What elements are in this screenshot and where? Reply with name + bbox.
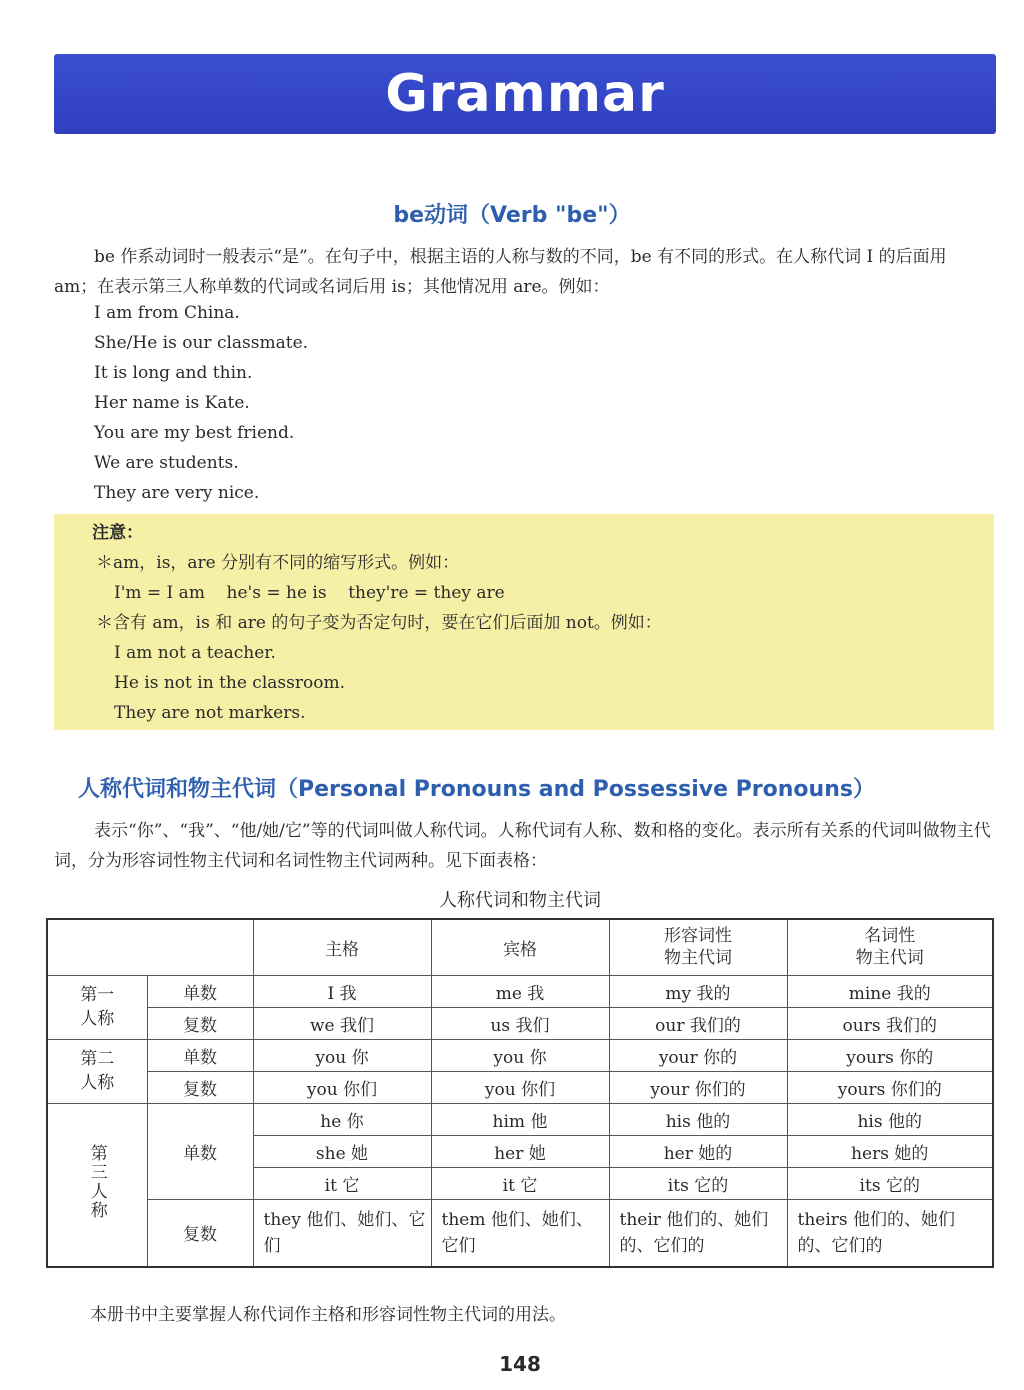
table-header-row (47, 919, 993, 975)
table-cell: her 她的 (609, 1135, 787, 1167)
example-sentence: They are very nice. (94, 483, 260, 503)
number-label: 单数 (147, 1103, 253, 1199)
header-subject: 主格 (253, 919, 431, 975)
example-sentence: I am from China. (94, 303, 240, 323)
table-cell: she 她 (253, 1135, 431, 1167)
table-row (47, 1071, 993, 1103)
table-row (47, 1039, 993, 1071)
table-cell: it 它 (431, 1167, 609, 1199)
table-cell: theirs 他们的、她们的、它们的 (787, 1199, 993, 1267)
table-cell: hers 她的 (787, 1135, 993, 1167)
note-title: 注意： (92, 523, 143, 543)
table-cell: ours 我们的 (787, 1007, 993, 1039)
table-cell: yours 你们的 (787, 1071, 993, 1103)
table-cell: its 它的 (787, 1167, 993, 1199)
negative-example: He is not in the classroom. (114, 673, 345, 693)
number-label: 单数 (147, 1039, 253, 1071)
number-label: 复数 (147, 1071, 253, 1103)
example-sentence: It is long and thin. (94, 363, 253, 383)
header-blank (47, 919, 253, 975)
third-person-label: 第三人称 (86, 1144, 107, 1221)
table-cell: him 他 (431, 1103, 609, 1135)
table-cell: his 他的 (787, 1103, 993, 1135)
page-title: Grammar (385, 64, 665, 124)
example-sentence: Her name is Kate. (94, 393, 250, 413)
pronoun-intro: 表示“你”、“我”、“他/她/它”等的代词叫做人称代词。人称代词有人称、数和格的变化。表示所有关系的代词叫做物主代词，分为形容词性物主代词和名词性物主代词两种。见下面表格： (54, 821, 991, 871)
table-cell: you 你们 (253, 1071, 431, 1103)
table-cell: his 他的 (609, 1103, 787, 1135)
example-sentence: She/He is our classmate. (94, 333, 309, 353)
footer-note: 本册书中主要掌握人称代词作主格和形容词性物主代词的用法。 (90, 1305, 566, 1325)
table-row (47, 1199, 993, 1267)
table-cell: my 我的 (609, 975, 787, 1007)
second-person-label: 第二 人称 (47, 1039, 147, 1103)
example-sentence: You are my best friend. (94, 423, 295, 443)
table-cell: you 你们 (431, 1071, 609, 1103)
table-cell: yours 你的 (787, 1039, 993, 1071)
table-cell: me 我 (431, 975, 609, 1007)
table-cell: her 她 (431, 1135, 609, 1167)
contraction-examples: I'm = I am he's = he is they're = they are (114, 583, 505, 603)
number-label: 复数 (147, 1199, 253, 1267)
header-adj-possessive: 形容词性 物主代词 (609, 919, 787, 975)
negative-example: I am not a teacher. (114, 643, 276, 663)
be-verb-intro: be 作系动词时一般表示“是”。在句子中，根据主语的人称与数的不同，be 有不同的形式。在人称代词 I 的后面用 am；在表示第三人称单数的代词或名词后用 is；其他情况用 are。例如： (54, 247, 947, 297)
table-cell: mine 我的 (787, 975, 993, 1007)
table-row (47, 1007, 993, 1039)
number-label: 单数 (147, 975, 253, 1007)
example-sentence: We are students. (94, 453, 239, 473)
first-person-label: 第一 人称 (47, 975, 147, 1039)
be-verb-heading: be动词（Verb "be"） (393, 203, 631, 228)
pronoun-table (46, 918, 994, 1268)
table-cell: I 我 (253, 975, 431, 1007)
number-label: 复数 (147, 1007, 253, 1039)
pronoun-heading: 人称代词和物主代词（Personal Pronouns and Possessive Pronouns） (78, 777, 875, 802)
third-person-label-cell (47, 1103, 147, 1267)
table-cell: its 它的 (609, 1167, 787, 1199)
table-cell: your 你们的 (609, 1071, 787, 1103)
table-row (47, 1103, 993, 1135)
negative-example: They are not markers. (114, 703, 306, 723)
note-box (54, 514, 994, 730)
header-noun-possessive: 名词性 物主代词 (787, 919, 993, 975)
note-point-negatives: ＊含有 am，is 和 are 的句子变为否定句时，要在它们后面加 not。例如： (96, 613, 662, 633)
table-cell: your 你的 (609, 1039, 787, 1071)
table-cell: them 他们、她们、它们 (431, 1199, 609, 1267)
table-cell: they 他们、她们、它们 (253, 1199, 431, 1267)
table-cell: their 他们的、她们的、它们的 (609, 1199, 787, 1267)
table-cell: we 我们 (253, 1007, 431, 1039)
table-cell: you 你 (431, 1039, 609, 1071)
table-caption: 人称代词和物主代词 (439, 890, 601, 911)
page-number: 148 (499, 1352, 541, 1376)
header-object: 宾格 (431, 919, 609, 975)
note-point-contractions: ＊am，is，are 分别有不同的缩写形式。例如： (96, 553, 460, 573)
table-cell: us 我们 (431, 1007, 609, 1039)
title-banner (54, 54, 996, 134)
table-cell: our 我们的 (609, 1007, 787, 1039)
table-cell: it 它 (253, 1167, 431, 1199)
table-row (47, 975, 993, 1007)
table-cell: he 你 (253, 1103, 431, 1135)
table-cell: you 你 (253, 1039, 431, 1071)
